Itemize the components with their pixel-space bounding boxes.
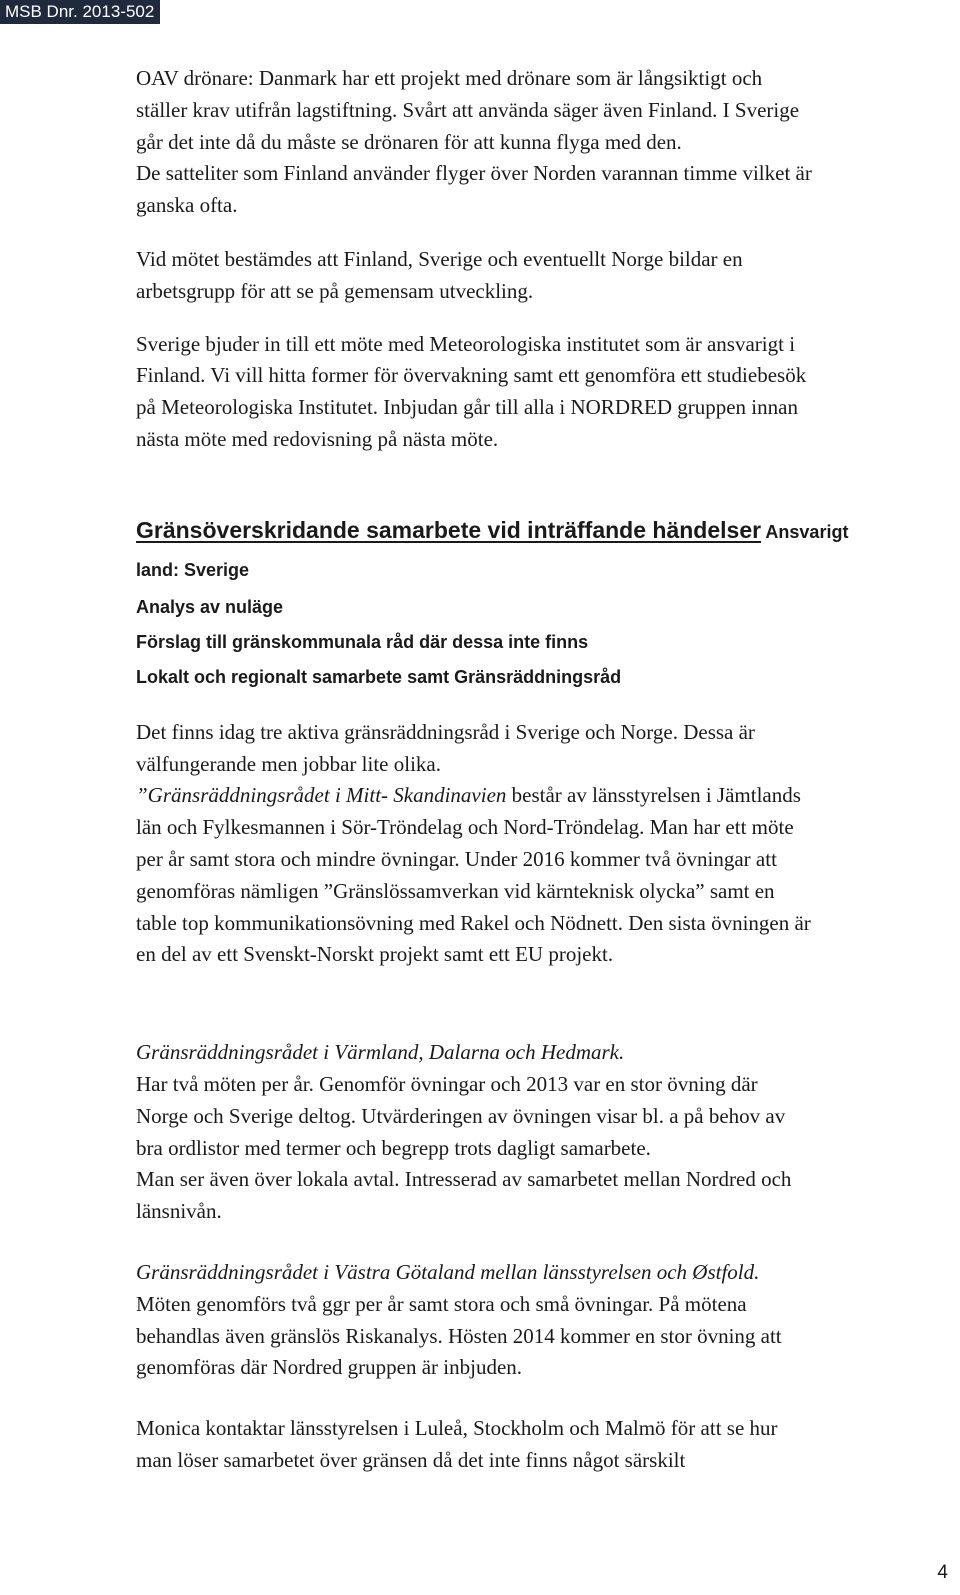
varmland-body: Har två möten per år. Genomför övningar och 2013 var en stor övning där Norge och Sverige deltog. Utvärderingen av övningen visar bl. a på behov av bra ordlistor med termer och begrepp trots dagligt samarbete. Man ser även över lokala avtal. Intresserad av samarbetet mellan Nordred och länsnivån.: [136, 1071, 792, 1224]
mid-scandinavia-body: län och Fylkesmannen i Sör-Tröndelag och Nord-Tröndelag. Man har ett möte per år samt stora och mindre övningar. Under 2016 kommer två övningar att genomföras nämligen ”Gränslössamverkan vid kärnteknisk olycka” samt en table top kommunikationsövning med Rakel och Nödnett. Den sista övningen är en del av ett Svenskt-Norskt projekt samt ett EU projekt.: [136, 815, 811, 967]
council-name-mid-scandinavia: ”Gränsräddningsrådet i Mitt- Skandinavien: [136, 783, 507, 808]
section-responsible-country: Ansvarigt: [761, 521, 849, 542]
section-heading-block: [136, 512, 942, 590]
paragraph-meteorological-meeting: Sverige bjuder in till ett möte med Meteorologiska institutet som är ansvarigt i Finland. Vi vill hitta former för övervakning samt ett genomföra ett studiebesök på Meteorologiska Institutet. Inbjudan går till alla i NORDRED gruppen innan nästa möte med redovisning på nästa möte.: [136, 331, 807, 451]
mid-scandinavia-line1: består av länsstyrelsen i Jämtlands: [506, 783, 801, 808]
paragraph-varmland: [136, 1037, 942, 1228]
paragraph-vastra-gotaland: [136, 1257, 942, 1384]
paragraph-mid-scandinavia: [136, 780, 942, 971]
paragraph-monica-contact: Monica kontaktar länsstyrelsen i Luleå, Stockholm och Malmö för att se hur man löser samarbetet över gränsen då det inte finns något särskilt: [136, 1416, 778, 1472]
vastra-gotaland-body: Möten genomförs två ggr per år samt stora och små övningar. På mötena behandlas även gränslös Riskanalys. Hösten 2014 kommer en stor övning att genomföras där Nordred gruppen är inbjuden.: [136, 1291, 782, 1380]
subheading-cooperation: Lokalt och regionalt samarbete samt Gränsräddningsråd: [136, 666, 622, 687]
paragraph-working-group: Vid mötet bestämdes att Finland, Sverige och eventuellt Norge bildar en arbetsgrupp för att se på gemensam utveckling.: [136, 246, 743, 303]
council-name-vastra-gotaland: Gränsräddningsrådet i Västra Götaland mellan länsstyrelsen och Østfold.: [136, 1259, 760, 1284]
subheading-proposal: Förslag till gränskommunala råd där dessa inte finns: [136, 631, 589, 652]
page-number: 4: [937, 1562, 948, 1583]
paragraph-drones: OAV drönare: Danmark har ett projekt med drönare som är långsiktigt och ställer krav utifrån lagstiftning. Svårt att använda säger även Finland. I Sverige går det inte då du måste se drönaren för att kunna flyga med den. De satteliter som Finland använder flyger över Norden varannan timme vilket är ganska ofta.: [136, 66, 812, 218]
document-reference-label: MSB Dnr. 2013-502: [0, 0, 160, 24]
paragraph-active-councils: Det finns idag tre aktiva gränsräddningsråd i Sverige och Norge. Dessa är välfungerande men jobbar lite olika.: [136, 719, 755, 776]
council-name-varmland: Gränsräddningsrådet i Värmland, Dalarna och Hedmark.: [136, 1040, 625, 1065]
document-page: [136, 63, 942, 1477]
section-responsible-country-line2: land: Sverige: [136, 559, 250, 580]
subheading-analysis: Analys av nuläge: [136, 596, 284, 617]
section-title: Gränsöverskridande samarbete vid inträffande händelser: [136, 516, 762, 543]
